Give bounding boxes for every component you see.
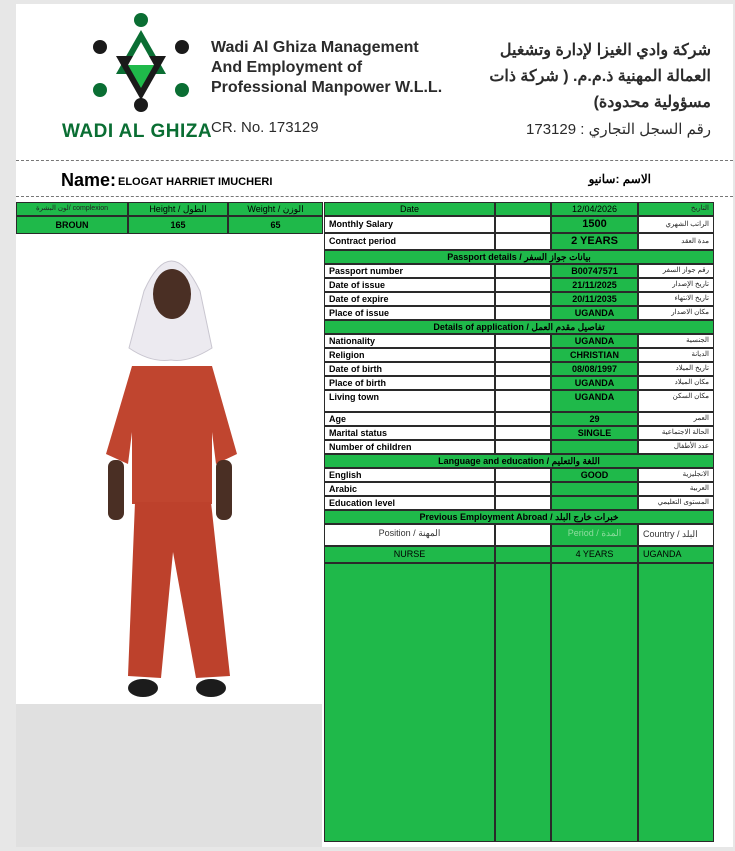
language-row-spacer	[495, 496, 551, 510]
passport-row-spacer	[495, 278, 551, 292]
contract-arabic: مدة العقد	[638, 233, 714, 250]
empty-position-area	[324, 563, 495, 842]
date-arabic: التاريخ	[638, 202, 714, 216]
passport-row-spacer	[495, 292, 551, 306]
application-row-spacer	[495, 376, 551, 390]
language-section-header: Language and education / اللغة والتعليم	[324, 454, 714, 468]
date-label: Date	[324, 202, 495, 216]
passport-row-value: B00747571	[551, 264, 638, 278]
application-row-spacer	[495, 390, 551, 412]
weight-value: 65	[228, 216, 323, 234]
company-name-english: Wadi Al Ghiza Management And Employment of Professional Manpower W.L.L.	[211, 39, 443, 96]
application-row-value: UGANDA	[551, 334, 638, 348]
application-row-label: Date of birth	[324, 362, 495, 376]
application-row-value: SINGLE	[551, 426, 638, 440]
application-row-value: UGANDA	[551, 376, 638, 390]
language-row-label: Arabic	[324, 482, 495, 496]
salary-spacer-cell	[495, 216, 551, 233]
passport-row-spacer	[495, 306, 551, 320]
passport-row-value: 20/11/2035	[551, 292, 638, 306]
application-row-spacer	[495, 362, 551, 376]
passport-row-arabic: رقم جواز السفر	[638, 264, 714, 278]
empty-country-area	[638, 563, 714, 842]
language-row-spacer	[495, 468, 551, 482]
passport-row-value: 21/11/2025	[551, 278, 638, 292]
language-row-label: English	[324, 468, 495, 482]
application-row-value: 08/08/1997	[551, 362, 638, 376]
complexion-value: BROUN	[16, 216, 128, 234]
application-row-spacer	[495, 348, 551, 362]
contract-spacer-cell	[495, 233, 551, 250]
application-row-label: Number of children	[324, 440, 495, 454]
candidate-figure-icon	[16, 236, 322, 704]
passport-row-spacer	[495, 264, 551, 278]
brand-name: WADI AL GHIZA	[62, 121, 213, 142]
application-row-arabic: عدد الأطفال	[638, 440, 714, 454]
passport-row-arabic: تاريخ الإصدار	[638, 278, 714, 292]
date-spacer-cell	[495, 202, 551, 216]
application-row-arabic: الديانة	[638, 348, 714, 362]
application-row-arabic: مكان السكن	[638, 390, 714, 412]
candidate-name: ELOGAT HARRIET IMUCHERI	[118, 176, 273, 188]
application-row-label: Religion	[324, 348, 495, 362]
application-row-value: UGANDA	[551, 390, 638, 412]
name-label: Name:	[61, 170, 117, 190]
salary-arabic: الراتب الشهري	[638, 216, 714, 233]
application-row-label: Living town	[324, 390, 495, 412]
application-row-arabic: الحالة الاجتماعية	[638, 426, 714, 440]
period-column-header: Period / المدة	[551, 524, 638, 546]
language-row-arabic: العربية	[638, 482, 714, 496]
employment-period-value: 4 YEARS	[551, 546, 638, 563]
application-row-spacer	[495, 426, 551, 440]
contract-label: Contract period	[324, 233, 495, 250]
company-name-arabic: شركة وادي الغيزا لإدارة وتشغيل العمالة المهنية ذ.م.م. ( شركة ذات مسؤولية محدودة)	[489, 42, 711, 111]
application-row-value: 29	[551, 412, 638, 426]
wadi-al-ghiza-logo-icon	[86, 12, 196, 112]
application-row-spacer	[495, 334, 551, 348]
header-divider	[16, 160, 733, 161]
employment-section-header: Previous Employment Abroad / خبرات خارج البلد	[324, 510, 714, 524]
application-row-spacer	[495, 440, 551, 454]
employment-spacer-value	[495, 546, 551, 563]
application-row-arabic: العمر	[638, 412, 714, 426]
passport-section-header: Passport details / بيانات جواز السفر	[324, 250, 714, 264]
position-column-header: Position / المهنة	[324, 524, 495, 546]
height-header: Height / الطول	[128, 202, 228, 216]
passport-row-arabic: تاريخ الانتهاء	[638, 292, 714, 306]
complexion-header: لون البشرة/ complexion	[16, 202, 128, 216]
passport-row-label: Passport number	[324, 264, 495, 278]
application-row-arabic: مكان الميلاد	[638, 376, 714, 390]
application-row-value	[551, 440, 638, 454]
passport-row-label: Date of issue	[324, 278, 495, 292]
empty-period-area	[551, 563, 638, 842]
candidate-photo	[16, 236, 322, 704]
language-row-label: Education level	[324, 496, 495, 510]
language-row-arabic: الانجليزية	[638, 468, 714, 482]
contract-value: 2 YEARS	[551, 233, 638, 250]
application-row-label: Place of birth	[324, 376, 495, 390]
application-form-page	[16, 4, 733, 847]
application-row-arabic: الجنسية	[638, 334, 714, 348]
cr-number-english: CR. No. 173129	[211, 119, 319, 136]
language-row-value: GOOD	[551, 468, 638, 482]
employment-country-value: UGANDA	[638, 546, 714, 563]
empty-spacer-area	[495, 563, 551, 842]
employment-spacer-header	[495, 524, 551, 546]
application-row-label: Marital status	[324, 426, 495, 440]
passport-row-label: Date of expire	[324, 292, 495, 306]
candidate-name-arabic: الاسم :سانيو	[588, 172, 651, 186]
application-row-spacer	[495, 412, 551, 426]
country-column-header: Country / البلد	[638, 524, 714, 546]
name-divider	[16, 196, 733, 197]
date-value: 12/04/2026	[551, 202, 638, 216]
language-row-value	[551, 482, 638, 496]
cr-number-arabic: رقم السجل التجاري : 173129	[526, 121, 711, 138]
application-row-value: CHRISTIAN	[551, 348, 638, 362]
language-row-spacer	[495, 482, 551, 496]
language-row-value	[551, 496, 638, 510]
weight-header: Weight / الوزن	[228, 202, 323, 216]
passport-row-label: Place of issue	[324, 306, 495, 320]
application-row-label: Nationality	[324, 334, 495, 348]
employment-position-value: NURSE	[324, 546, 495, 563]
application-section-header: Details of application / تفاصيل مقدم العمل	[324, 320, 714, 334]
height-value: 165	[128, 216, 228, 234]
passport-row-value: UGANDA	[551, 306, 638, 320]
language-row-arabic: المستوى التعليمي	[638, 496, 714, 510]
passport-row-arabic: مكان الاصدار	[638, 306, 714, 320]
salary-value: 1500	[551, 216, 638, 233]
application-row-arabic: تاريخ الميلاد	[638, 362, 714, 376]
application-row-label: Age	[324, 412, 495, 426]
salary-label: Monthly Salary	[324, 216, 495, 233]
